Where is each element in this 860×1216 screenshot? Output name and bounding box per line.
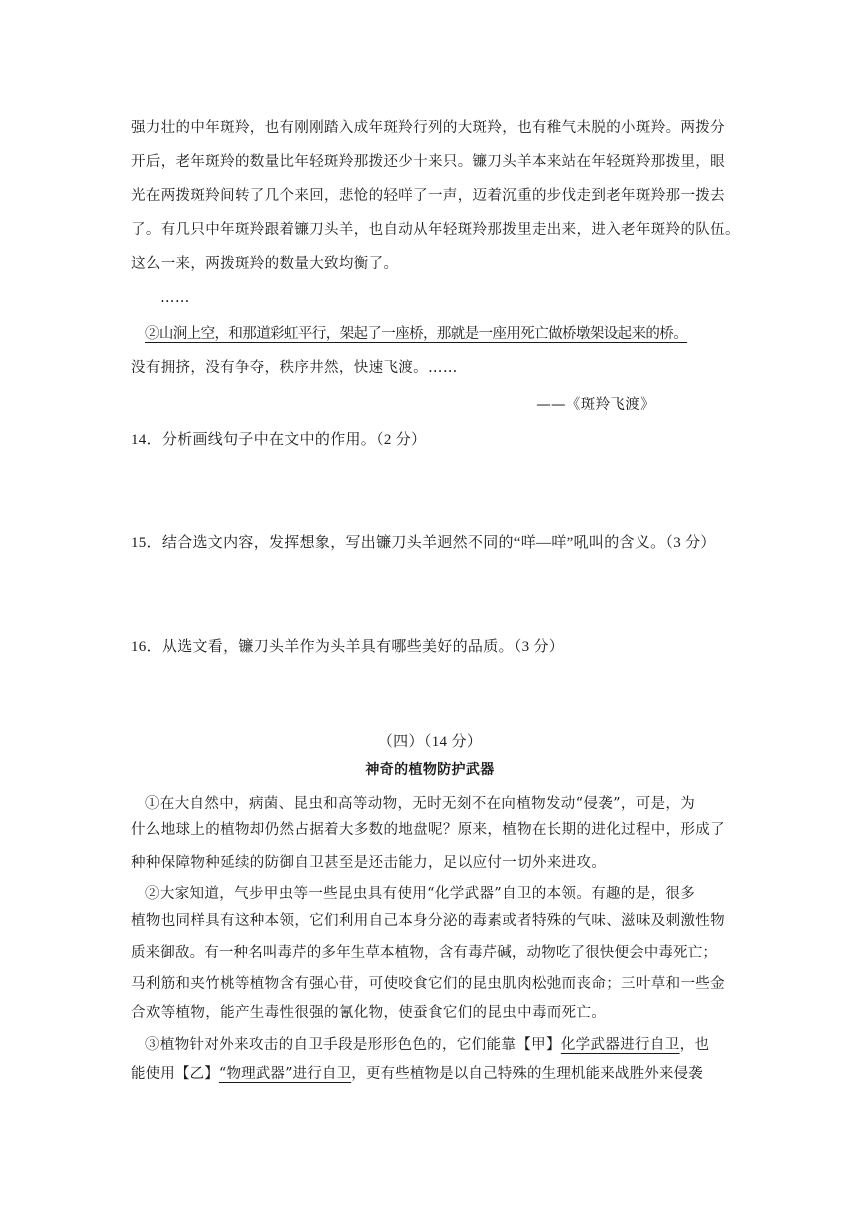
paragraph-line — [145, 1035, 716, 1055]
question-16: 16．从选文看，镰刀头羊作为头羊具有哪些美好的品质。（3 分） — [131, 639, 565, 655]
paragraph-line: ①在大自然中，病菌、昆虫和高等动物，无时无刻不在向植物发动“侵袭”，可是，为 — [145, 796, 696, 812]
paragraph-line: 合欢等植物，能产生毒性很强的氰化物，使蚕食它们的昆虫中毒而死亡。 — [131, 1005, 607, 1021]
paragraph-line: 种种保障物种延续的防御自卫甚至是还击能力，足以应付一切外来进攻。 — [131, 855, 607, 871]
section-heading: （四）（14 分） — [377, 734, 483, 750]
text-span: 能使用【乙】 — [131, 1066, 219, 1082]
paragraph-line: 马利筋和夹竹桃等植物含有强心苷，可使咬食它们的昆虫肌肉松弛而丧命；三叶草和一些金 — [131, 976, 725, 992]
text-span: ，也 — [679, 1037, 710, 1053]
source-citation: ——《斑羚飞渡》 — [536, 397, 655, 413]
question-14: 14．分析画线句子中在文中的作用。（2 分） — [131, 432, 427, 448]
underlined-sentence-line — [145, 324, 716, 344]
underlined-phrase-jia: 化学武器进行自卫 — [560, 1037, 680, 1053]
story-line: 这么一来，两拨斑羚的数量大致均衡了。 — [131, 256, 399, 272]
text-span: ，更有些植物是以自己特殊的生理机能来战胜外来侵袭 — [351, 1066, 703, 1082]
ellipsis: …… — [160, 290, 190, 306]
story-line: 强力壮的中年斑羚，也有刚刚踏入成年斑羚行列的大斑羚，也有稚气未脱的小斑羚。两拨分 — [131, 120, 725, 136]
paragraph-line: 植物也同样具有这种本领，它们利用自己本身分泌的毒素或者特殊的气味、滋味及刺激性物 — [131, 913, 725, 929]
underlined-sentence: ②山涧上空，和那道彩虹平行，架起了一座桥，那就是一座用死亡做桥墩架设起来的桥。 — [145, 326, 688, 342]
paragraph-line: 什么地球上的植物却仍然占据着大多数的地盘呢？原来，植物在长期的进化过程中，形成了 — [131, 822, 725, 838]
paragraph-line — [131, 1064, 731, 1084]
text-span: ③植物针对外来攻击的自卫手段是形形色色的，它们能靠【甲】 — [145, 1037, 561, 1053]
story-line: 开后，老年斑羚的数量比年轻斑羚那拨还少十来只。镰刀头羊本来站在年轻斑羚那拨里，眼 — [131, 154, 725, 170]
paragraph-line: 质来御敌。有一种名叫毒芹的多年生草本植物，含有毒芹碱，动物吃了很快便会中毒死亡； — [131, 945, 717, 961]
article-title: 神奇的植物防护武器 — [365, 762, 495, 778]
story-line: 光在两拨斑羚间转了几个来回，悲怆的轻咩了一声，迈着沉重的步伐走到老年斑羚那一拨去 — [131, 188, 725, 204]
story-line: 没有拥挤，没有争夺，秩序井然，快速飞渡。…… — [131, 360, 458, 376]
underlined-phrase-yi: “物理武器”进行自卫 — [218, 1066, 352, 1082]
paragraph-line: ②大家知道，气步甲虫等一些昆虫具有使用“化学武器”自卫的本领。有趣的是，很多 — [145, 886, 696, 902]
story-line: 了。有几只中年斑羚跟着镰刀头羊，也自动从年轻斑羚那拨里走出来，进入老年斑羚的队伍。 — [131, 222, 740, 238]
question-15: 15．结合选文内容，发挥想象，写出镰刀头羊迥然不同的“咩—咩”吼叫的含义。（3 分） — [131, 535, 716, 551]
